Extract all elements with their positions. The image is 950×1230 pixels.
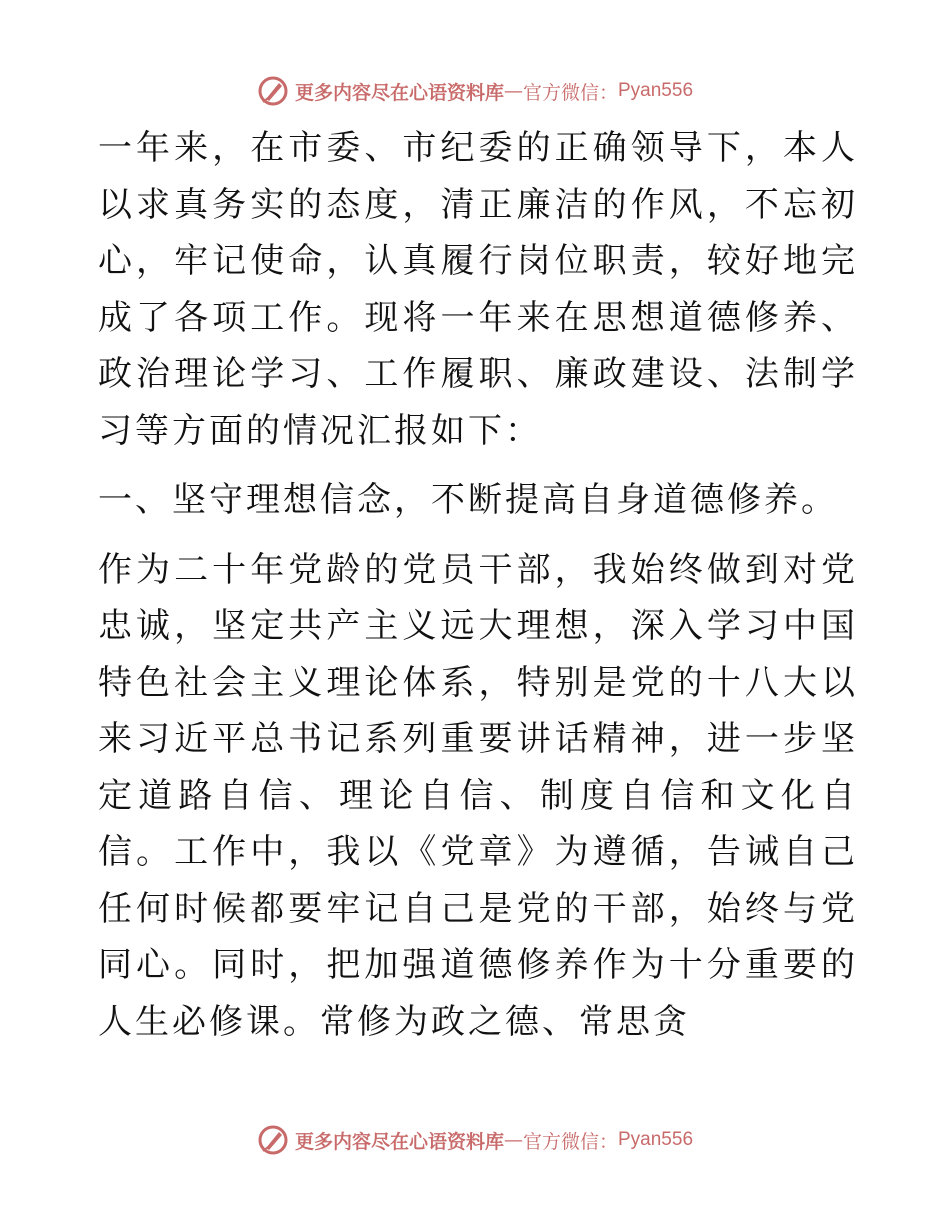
document-body bbox=[98, 120, 858, 1050]
section-heading: 一、坚守理想信念，不断提高自身道德修养。 bbox=[98, 480, 838, 520]
watermark-dash: — bbox=[503, 80, 523, 102]
body-paragraph: 作为二十年党龄的党员干部，我始终做到对党忠诚，坚定共产主义远大理想，深入学习中国特色社会主义理论体系，特别是党的十八大以来习近平总书记系列重要讲话精神，进一步坚定道路自信、理论自信、制度自信和文化自信。工作中，我以《党章》为遵循，告诫自己任何时候都要牢记自己是党的干部，始终与党同心。同时，把加强道德修养作为十分重要的人生必修课。常修为政之德、常思贪 bbox=[98, 549, 858, 1042]
quill-pen-logo-icon bbox=[257, 75, 289, 107]
watermark-brand-text: 更多内容尽在心语资料库 bbox=[294, 1130, 504, 1153]
watermark-brand-text: 更多内容尽在心语资料库 bbox=[294, 81, 504, 104]
watermark-dash: — bbox=[503, 1129, 523, 1151]
watermark-wechat-label: 官方微信： bbox=[522, 1130, 618, 1153]
intro-paragraph: 一年来，在市委、市纪委的正确领导下，本人以求真务实的态度，清正廉洁的作风，不忘初心，牢记使命，认真履行岗位职责，较好地完成了各项工作。现将一年来在思想道德修养、政治理论学习、工作履职、廉政建设、法制学习等方面的情况汇报如下： bbox=[98, 128, 858, 451]
watermark-wechat-id: Pyan556 bbox=[618, 1129, 694, 1150]
watermark-wechat-label: 官方微信： bbox=[522, 81, 618, 104]
header-watermark bbox=[0, 71, 950, 111]
quill-pen-logo-icon bbox=[257, 1124, 289, 1156]
footer-watermark bbox=[0, 1120, 950, 1160]
watermark-wechat-id: Pyan556 bbox=[618, 80, 694, 101]
